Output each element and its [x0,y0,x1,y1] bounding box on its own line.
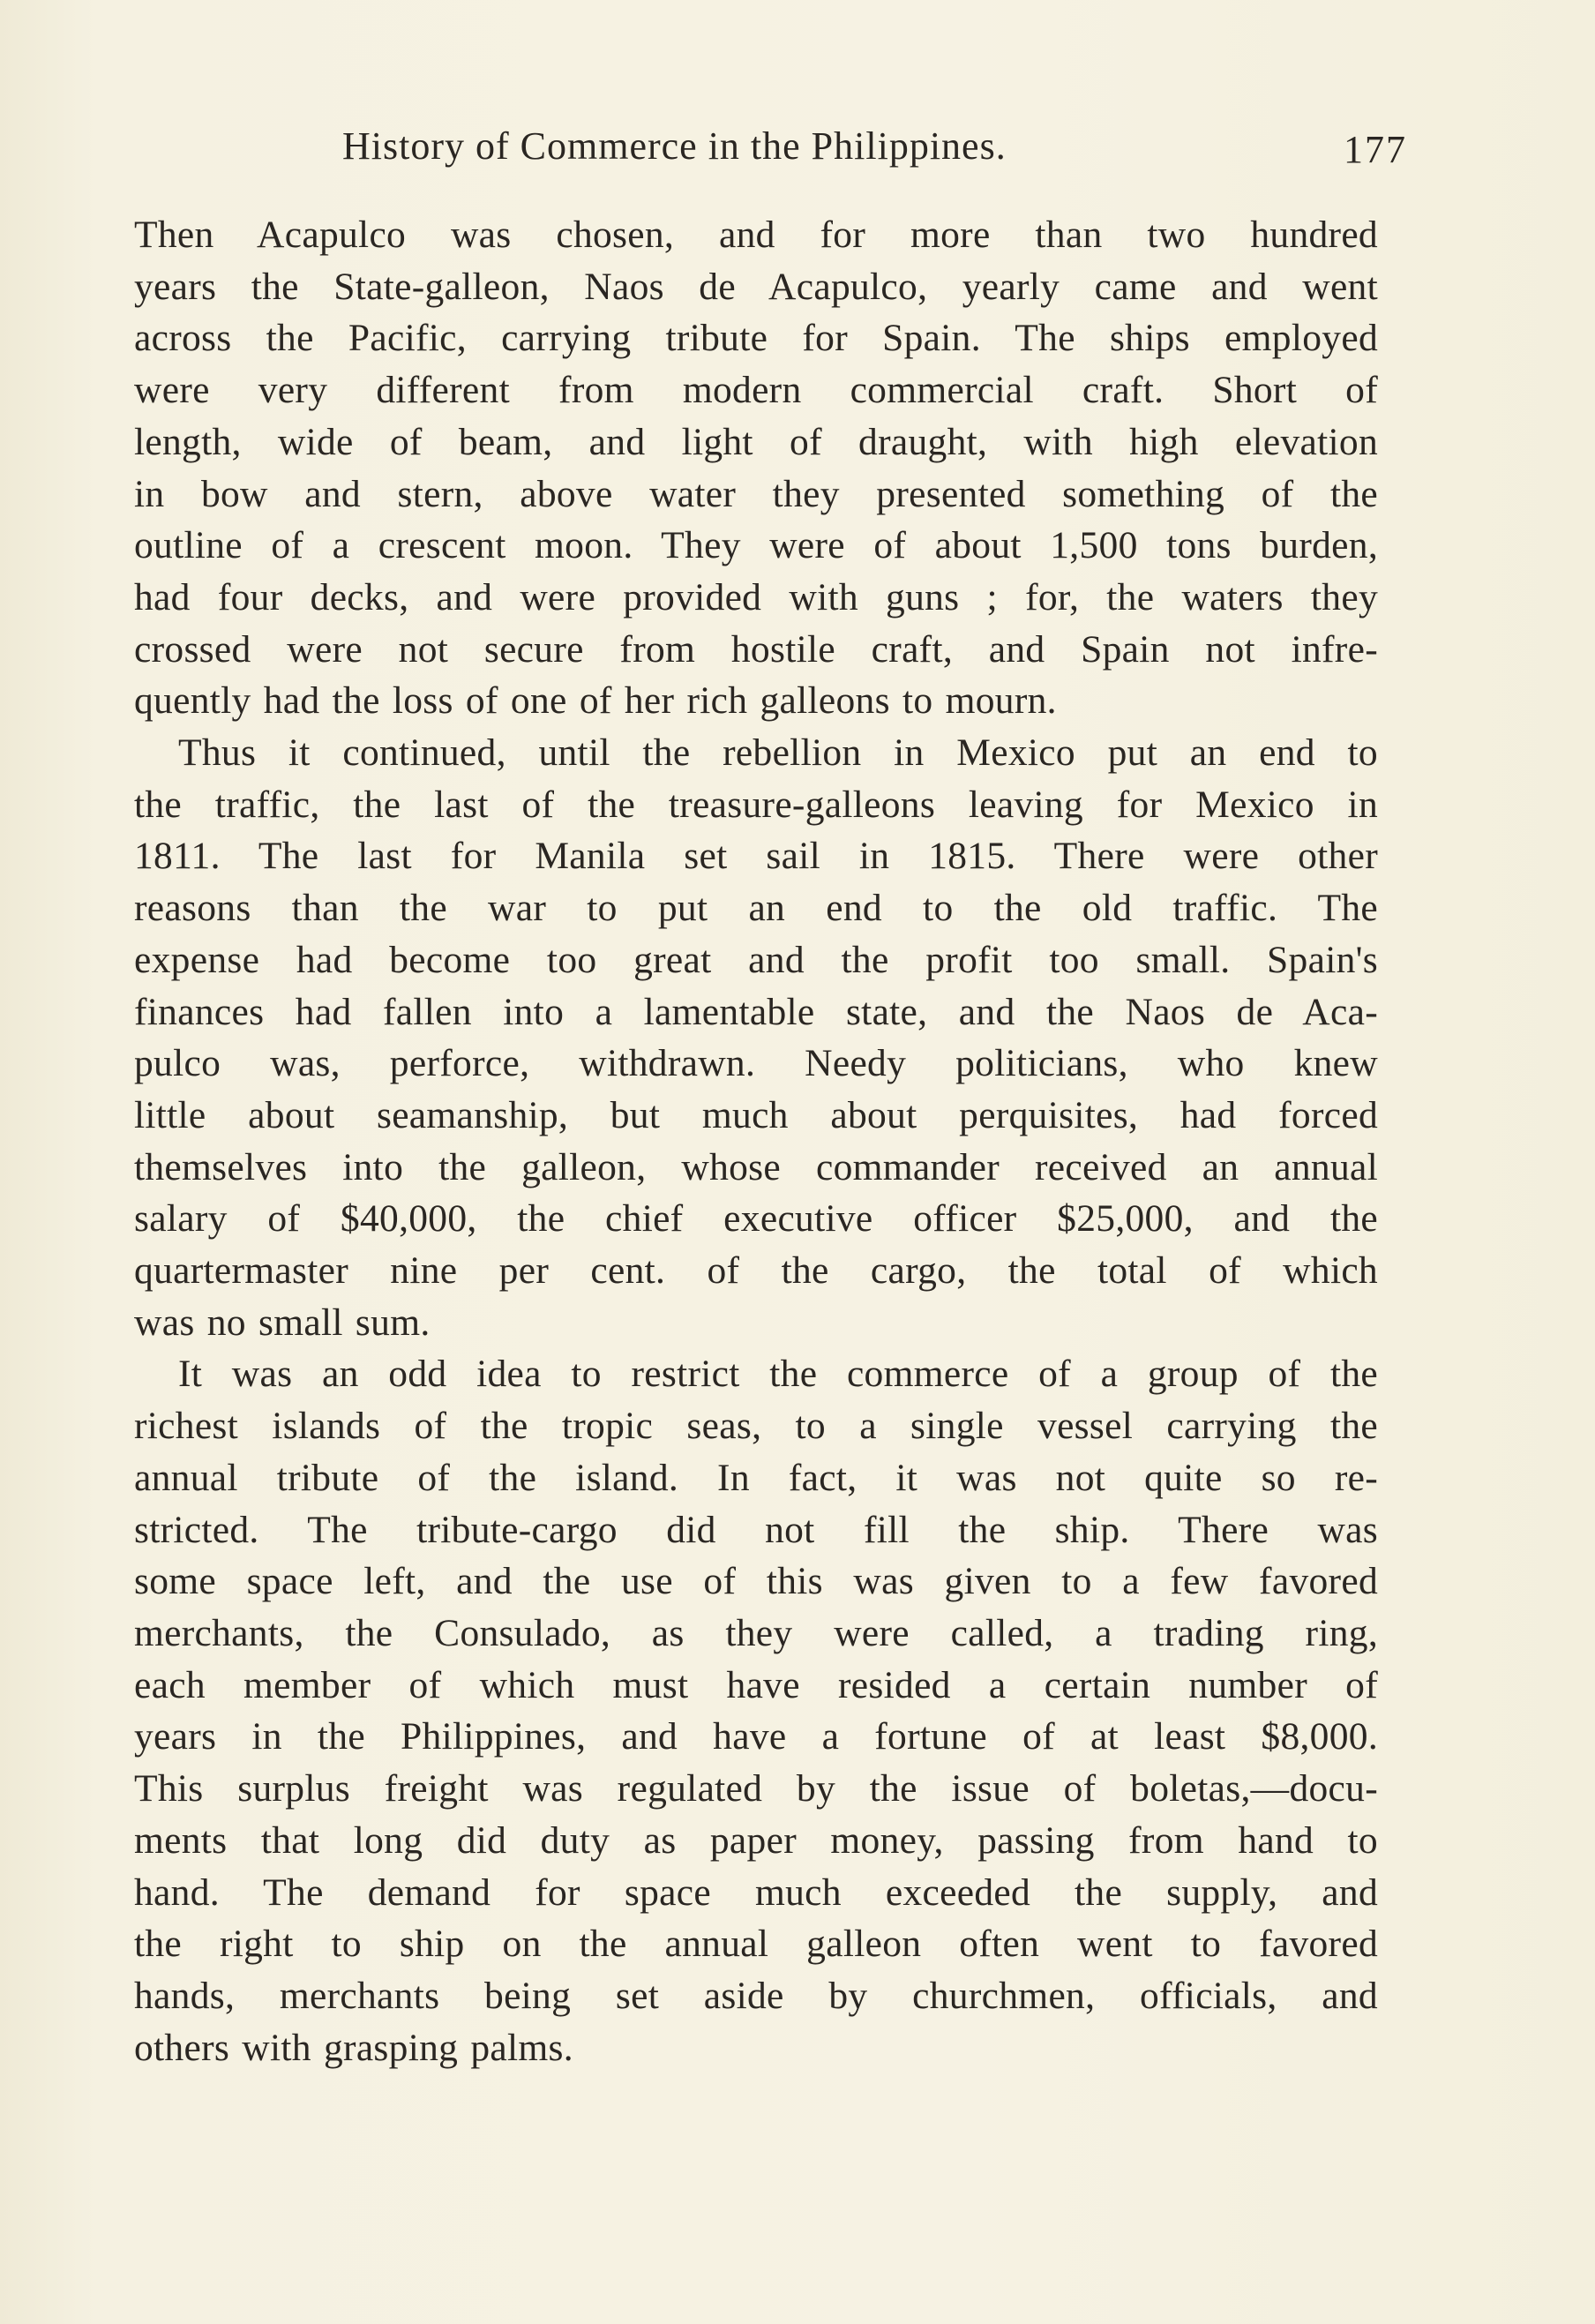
text-line: hands, merchants being set aside by churchmen, officials, and [134,1974,1378,2017]
text-line: stricted. The tribute-cargo did not fill the ship. There was [134,1508,1378,1551]
text-line: quartermaster nine per cent. of the cargo, the total of which [134,1249,1378,1293]
running-title: History of Commerce in the Philippines. [342,124,1007,168]
text-line: each member of which must have resided a certain number of [134,1663,1378,1706]
text-line: little about seamanship, but much about perquisites, had forced [134,1093,1378,1136]
text-line: crossed were not secure from hostile craft, and Spain not infre- [134,627,1378,671]
text-line: in bow and stern, above water they presented something of the [134,472,1378,515]
text-line: across the Pacific, carrying tribute for Spain. The ships employed [134,317,1378,360]
running-head [137,124,1407,176]
text-line: years in the Philippines, and have a fortune of at least $8,000. [134,1715,1378,1758]
paragraph-1 [134,209,1378,727]
text-line: others with grasping palms. [134,2026,573,2069]
text-line: themselves into the galleon, whose commander received an annual [134,1145,1378,1188]
text-line: was no small sum. [134,1301,431,1344]
text-line: quently had the loss of one of her rich galleons to mourn. [134,679,1057,723]
text-line: the traffic, the last of the treasure-galleons leaving for Mexico in [134,783,1378,826]
text-line: hand. The demand for space much exceeded the supply, and [134,1870,1378,1914]
text-line: had four decks, and were provided with guns ; for, the waters they [134,575,1378,618]
paragraph-2 [134,727,1378,1348]
text-line: outline of a crescent moon. They were of about 1,500 tons burden, [134,524,1378,567]
text-line: some space left, and the use of this was given to a few favored [134,1560,1378,1603]
text-line: pulco was, perforce, withdrawn. Needy politicians, who knew [134,1042,1378,1085]
text-line: expense had become too great and the profit too small. Spain's [134,938,1378,981]
page-number: 177 [1344,128,1407,171]
text-line: This surplus freight was regulated by the issue of boletas,—docu- [134,1767,1378,1810]
text-line: richest islands of the tropic seas, to a single vessel carrying the [134,1405,1378,1448]
text-line: merchants, the Consulado, as they were called, a trading ring, [134,1611,1378,1654]
text-line: reasons than the war to put an end to the old traffic. The [134,887,1378,930]
text-line: annual tribute of the island. In fact, it was not quite so re- [134,1456,1378,1499]
text-line: salary of $40,000, the chief executive officer $25,000, and the [134,1197,1378,1241]
text-line: years the State-galleon, Naos de Acapulco, yearly came and went [134,265,1378,308]
text-line: Thus it continued, until the rebellion in Mexico put an end to [178,731,1378,775]
text-line: finances had fallen into a lamentable state, and the Naos de Aca- [134,990,1378,1033]
body-text [134,209,1378,2073]
text-line: length, wide of beam, and light of draught, with high elevation [134,420,1378,463]
text-line: It was an odd idea to restrict the commerce of a group of the [178,1353,1378,1396]
text-line: were very different from modern commercial craft. Short of [134,369,1378,412]
text-line: the right to ship on the annual galleon often went to favored [134,1923,1378,1966]
text-line: Then Acapulco was chosen, and for more than two hundred [134,214,1378,256]
text-line: ments that long did duty as paper money, passing from hand to [134,1818,1378,1862]
paragraph-3 [134,1348,1378,2073]
text-line: 1811. The last for Manila set sail in 1815. There were other [134,835,1378,878]
